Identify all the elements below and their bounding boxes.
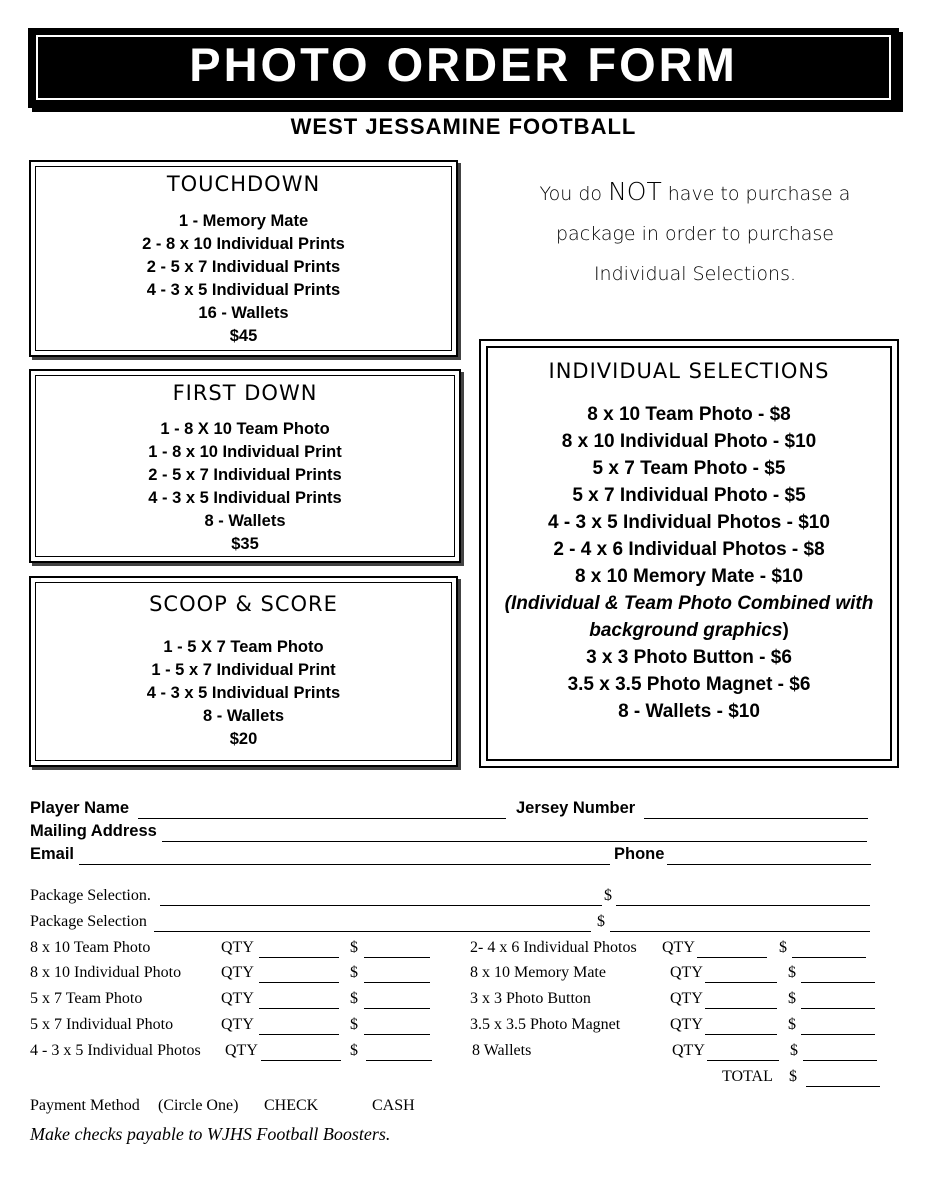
order-item-label: 8 x 10 Individual Photo bbox=[30, 964, 182, 981]
package-item: 1 - Memory Mate bbox=[178, 212, 309, 230]
selection-item: 8 x 10 Individual Photo - $10 bbox=[561, 431, 817, 452]
package-selection-label: Package Selection bbox=[30, 913, 147, 930]
package-item: 1 - 5 x 7 Individual Print bbox=[151, 661, 336, 679]
dollar-sign: $ bbox=[788, 1016, 796, 1033]
package-item: 8 - Wallets bbox=[204, 512, 286, 530]
package-price: $45 bbox=[229, 327, 258, 345]
selection-item: 3 x 3 Photo Button - $6 bbox=[586, 647, 792, 668]
qty-label: QTY bbox=[670, 990, 703, 1007]
jersey-number-field[interactable] bbox=[644, 818, 868, 819]
package-item: 2 - 5 x 7 Individual Prints bbox=[146, 258, 341, 276]
mailing-address-label: Mailing Address bbox=[30, 822, 157, 840]
selection-item: 8 x 10 Team Photo - $8 bbox=[587, 404, 791, 425]
package-price-field[interactable] bbox=[610, 931, 870, 932]
package-title: SCOOP & SCORE bbox=[149, 592, 338, 616]
package-title: TOUCHDOWN bbox=[166, 172, 321, 196]
note-line: You do NOT have to purchase a bbox=[539, 177, 851, 206]
package-item: 4 - 3 x 5 Individual Prints bbox=[146, 281, 341, 299]
title-banner bbox=[28, 28, 899, 108]
qty-field[interactable] bbox=[697, 957, 767, 958]
qty-field[interactable] bbox=[705, 1034, 777, 1035]
package-item: 2 - 8 x 10 Individual Prints bbox=[142, 235, 345, 253]
price-field[interactable] bbox=[364, 957, 430, 958]
note-line: package in order to purchase bbox=[556, 223, 834, 245]
dollar-sign: $ bbox=[788, 990, 796, 1007]
dollar-sign: $ bbox=[604, 887, 612, 904]
dollar-sign: $ bbox=[788, 964, 796, 981]
individual-selections-list bbox=[481, 401, 897, 725]
phone-label: Phone bbox=[614, 845, 665, 863]
order-item-label: 4 - 3 x 5 Individual Photos bbox=[30, 1042, 201, 1059]
price-field[interactable] bbox=[801, 1008, 875, 1009]
dollar-sign: $ bbox=[350, 1042, 358, 1059]
price-field[interactable] bbox=[801, 982, 875, 983]
order-item-label: 8 x 10 Team Photo bbox=[30, 939, 151, 956]
package-items bbox=[31, 210, 456, 348]
order-item-label: 5 x 7 Team Photo bbox=[30, 990, 143, 1007]
qty-field[interactable] bbox=[705, 982, 777, 983]
selection-item: 5 x 7 Individual Photo - $5 bbox=[572, 485, 806, 506]
qty-field[interactable] bbox=[705, 1008, 777, 1009]
total-field[interactable] bbox=[806, 1086, 880, 1087]
package-selection-label: Package Selection. bbox=[30, 887, 151, 904]
selection-item: 8 x 10 Memory Mate - $10 bbox=[574, 566, 804, 587]
qty-label: QTY bbox=[221, 1016, 254, 1033]
player-name-field[interactable] bbox=[138, 818, 506, 819]
order-item-label: 8 Wallets bbox=[472, 1042, 532, 1059]
package-item: 1 - 8 x 10 Individual Print bbox=[148, 443, 342, 461]
package-title: FIRST DOWN bbox=[172, 381, 318, 405]
email-field[interactable] bbox=[79, 864, 610, 865]
qty-label: QTY bbox=[670, 1016, 703, 1033]
package-touchdown bbox=[29, 160, 458, 357]
selection-item: 2 - 4 x 6 Individual Photos - $8 bbox=[553, 539, 825, 560]
package-price: $35 bbox=[231, 535, 259, 553]
dollar-sign: $ bbox=[350, 964, 358, 981]
package-item: 4 - 3 x 5 Individual Prints bbox=[146, 684, 341, 702]
package-item: 1 - 5 X 7 Team Photo bbox=[163, 638, 324, 656]
note-line: Individual Selections. bbox=[593, 263, 797, 285]
package-items bbox=[31, 418, 459, 556]
qty-label: QTY bbox=[221, 990, 254, 1007]
qty-label: QTY bbox=[670, 964, 703, 981]
package-item: 8 - Wallets bbox=[203, 707, 284, 725]
package-selection-field[interactable] bbox=[160, 905, 602, 906]
selection-item: 5 x 7 Team Photo - $5 bbox=[592, 458, 786, 479]
qty-field[interactable] bbox=[259, 957, 339, 958]
order-item-label: 5 x 7 Individual Photo bbox=[30, 1016, 174, 1033]
qty-field[interactable] bbox=[259, 982, 339, 983]
price-field[interactable] bbox=[364, 982, 430, 983]
price-field[interactable] bbox=[803, 1060, 877, 1061]
order-item-label: 2- 4 x 6 Individual Photos bbox=[470, 939, 637, 956]
selection-item: 3.5 x 3.5 Photo Magnet - $6 bbox=[567, 674, 811, 695]
qty-field[interactable] bbox=[261, 1060, 341, 1061]
page-subtitle: WEST JESSAMINE FOOTBALL bbox=[290, 114, 637, 139]
jersey-number-label: Jersey Number bbox=[516, 799, 636, 817]
price-field[interactable] bbox=[801, 1034, 875, 1035]
qty-label: QTY bbox=[221, 964, 254, 981]
qty-field[interactable] bbox=[707, 1060, 779, 1061]
package-price-field[interactable] bbox=[616, 905, 870, 906]
price-field[interactable] bbox=[366, 1060, 432, 1061]
price-field[interactable] bbox=[364, 1034, 430, 1035]
package-items bbox=[31, 636, 456, 751]
circle-one-label: (Circle One) bbox=[158, 1097, 239, 1114]
package-scoop-and-score bbox=[29, 576, 458, 767]
total-label: TOTAL bbox=[722, 1068, 773, 1085]
page-title: PHOTO ORDER FORM bbox=[189, 38, 738, 91]
payment-option-check[interactable]: CHECK bbox=[264, 1097, 319, 1114]
package-first-down bbox=[29, 369, 461, 563]
qty-field[interactable] bbox=[259, 1008, 339, 1009]
selection-item: 4 - 3 x 5 Individual Photos - $10 bbox=[548, 512, 830, 533]
qty-label: QTY bbox=[221, 939, 254, 956]
dollar-sign: $ bbox=[789, 1068, 797, 1085]
package-item: 2 - 5 x 7 Individual Prints bbox=[148, 466, 342, 484]
qty-label: QTY bbox=[662, 939, 695, 956]
qty-field[interactable] bbox=[259, 1034, 339, 1035]
dollar-sign: $ bbox=[350, 1016, 358, 1033]
package-selection-field[interactable] bbox=[154, 931, 591, 932]
phone-field[interactable] bbox=[667, 864, 871, 865]
dollar-sign: $ bbox=[350, 990, 358, 1007]
qty-label: QTY bbox=[672, 1042, 705, 1059]
selection-note: background graphics) bbox=[589, 620, 789, 641]
price-field[interactable] bbox=[792, 957, 866, 958]
purchase-note bbox=[500, 172, 890, 294]
dollar-sign: $ bbox=[597, 913, 605, 930]
package-item: 16 - Wallets bbox=[198, 304, 289, 322]
dollar-sign: $ bbox=[350, 939, 358, 956]
checks-payable-note: Make checks payable to WJHS Football Boosters. bbox=[30, 1124, 391, 1144]
individual-selections-title: INDIVIDUAL SELECTIONS bbox=[548, 359, 830, 383]
email-label: Email bbox=[30, 845, 75, 863]
package-item: 4 - 3 x 5 Individual Prints bbox=[148, 489, 342, 507]
mailing-address-field[interactable] bbox=[162, 841, 867, 842]
order-item-label: 3.5 x 3.5 Photo Magnet bbox=[470, 1016, 621, 1033]
qty-label: QTY bbox=[225, 1042, 258, 1059]
order-item-label: 3 x 3 Photo Button bbox=[470, 990, 591, 1007]
player-name-label: Player Name bbox=[30, 799, 130, 817]
order-item-label: 8 x 10 Memory Mate bbox=[470, 964, 606, 981]
package-price: $20 bbox=[229, 730, 258, 748]
selection-note: (Individual & Team Photo Combined with bbox=[504, 593, 874, 614]
individual-selections-box bbox=[479, 339, 899, 768]
dollar-sign: $ bbox=[790, 1042, 798, 1059]
price-field[interactable] bbox=[364, 1008, 430, 1009]
selection-item: 8 - Wallets - $10 bbox=[618, 701, 760, 722]
payment-method-label: Payment Method bbox=[30, 1097, 140, 1114]
dollar-sign: $ bbox=[779, 939, 787, 956]
payment-option-cash[interactable]: CASH bbox=[372, 1097, 415, 1114]
package-item: 1 - 8 X 10 Team Photo bbox=[160, 420, 330, 438]
